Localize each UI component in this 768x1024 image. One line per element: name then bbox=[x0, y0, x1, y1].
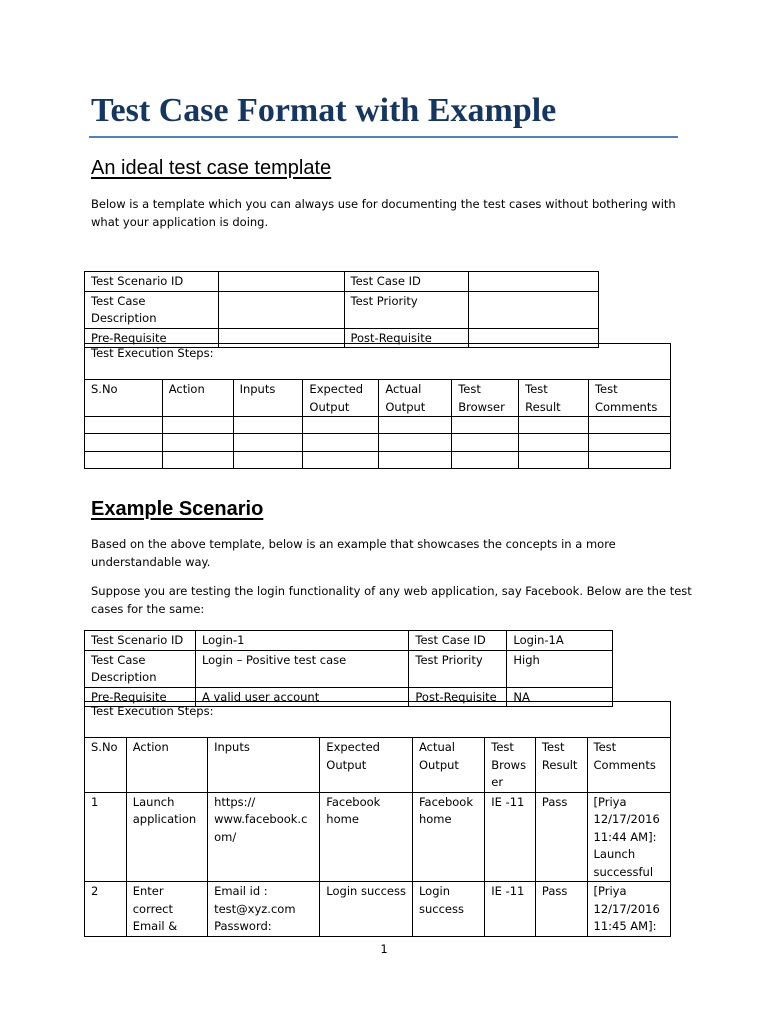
column-header: Inputs bbox=[233, 380, 303, 417]
description-label: Test Case Description bbox=[85, 650, 196, 687]
empty-cell bbox=[233, 452, 303, 469]
example-intro-paragraph bbox=[91, 535, 681, 571]
cell-result: Pass bbox=[535, 792, 587, 882]
empty-cell bbox=[379, 434, 452, 452]
empty-cell bbox=[233, 434, 303, 452]
empty-cell bbox=[519, 434, 589, 452]
scenario-id-label: Test Scenario ID bbox=[85, 631, 196, 651]
priority-label: Test Priority bbox=[344, 291, 469, 328]
cell-expected: Facebook home bbox=[320, 792, 413, 882]
column-header: Actual Output bbox=[412, 738, 484, 793]
column-header: Test Result bbox=[535, 738, 587, 793]
empty-cell bbox=[519, 452, 589, 469]
template-intro-paragraph bbox=[91, 195, 681, 231]
cell-result: Pass bbox=[535, 882, 587, 937]
example-steps-table bbox=[84, 701, 671, 937]
empty-cell bbox=[588, 434, 670, 452]
column-header: Inputs bbox=[208, 738, 320, 793]
template-steps-table bbox=[84, 343, 671, 469]
empty-cell bbox=[162, 452, 233, 469]
cell-actual: Facebook home bbox=[412, 792, 484, 882]
priority-value: High bbox=[507, 650, 613, 687]
cell-comments: [Priya 12/17/2016 11:45 AM]: bbox=[587, 882, 671, 937]
steps-header-row bbox=[85, 738, 671, 793]
postreq-label: Post-Requisite bbox=[344, 328, 469, 348]
cell-sno: 1 bbox=[85, 792, 127, 882]
cell-actual: Login success bbox=[412, 882, 484, 937]
empty-cell bbox=[588, 417, 670, 434]
column-header: Actual Output bbox=[379, 380, 452, 417]
cell-expected: Login success bbox=[320, 882, 413, 937]
paragraph-line: cases for the same: bbox=[91, 602, 205, 616]
title-underline bbox=[89, 136, 678, 138]
empty-cell bbox=[85, 452, 163, 469]
empty-cell bbox=[303, 417, 379, 434]
cell-inputs: https:// www.facebook.c om/ bbox=[208, 792, 320, 882]
cell-browser: IE -11 bbox=[485, 882, 536, 937]
column-header: Action bbox=[126, 738, 207, 793]
column-header: Test Browser bbox=[452, 380, 519, 417]
empty-cell bbox=[452, 434, 519, 452]
column-header: Test Result bbox=[519, 380, 589, 417]
column-header: S.No bbox=[85, 738, 127, 793]
empty-cell bbox=[519, 417, 589, 434]
table-row bbox=[85, 792, 671, 882]
case-id-value: Login-1A bbox=[507, 631, 613, 651]
prereq-label: Pre-Requisite bbox=[85, 328, 219, 348]
scenario-id-value bbox=[218, 272, 344, 292]
empty-cell bbox=[85, 417, 163, 434]
postreq-value: NA bbox=[507, 687, 613, 707]
column-header: Action bbox=[162, 380, 233, 417]
empty-row bbox=[85, 417, 671, 434]
column-header: Test Brows er bbox=[485, 738, 536, 793]
paragraph-line: Suppose you are testing the login functionality of any web application, say Facebook. Below are the test bbox=[91, 584, 692, 598]
empty-cell bbox=[162, 434, 233, 452]
priority-label: Test Priority bbox=[409, 650, 507, 687]
case-id-value bbox=[469, 272, 599, 292]
column-header: Expected Output bbox=[320, 738, 413, 793]
table-row bbox=[85, 882, 671, 937]
empty-cell bbox=[452, 452, 519, 469]
column-header: Test Comments bbox=[587, 738, 671, 793]
empty-cell bbox=[588, 452, 670, 469]
example-scenario-paragraph bbox=[91, 582, 692, 618]
case-id-label: Test Case ID bbox=[409, 631, 507, 651]
postreq-label: Post-Requisite bbox=[409, 687, 507, 707]
cell-comments: [Priya 12/17/2016 11:44 AM]: Launch successful bbox=[587, 792, 671, 882]
cell-sno: 2 bbox=[85, 882, 127, 937]
empty-cell bbox=[379, 452, 452, 469]
example-header-table bbox=[84, 630, 613, 707]
template-header-table bbox=[84, 271, 599, 348]
prereq-label: Pre-Requisite bbox=[85, 687, 196, 707]
paragraph-line: Based on the above template, below is an example that showcases the concepts in a more bbox=[91, 537, 616, 551]
section-heading-example: Example Scenario bbox=[91, 498, 264, 520]
priority-value bbox=[469, 291, 599, 328]
cell-action: Launch application bbox=[126, 792, 207, 882]
document-title: Test Case Format with Example bbox=[91, 92, 557, 129]
paragraph-line: Below is a template which you can always use for documenting the test cases without bothering with bbox=[91, 197, 676, 211]
cell-browser: IE -11 bbox=[485, 792, 536, 882]
cell-action: Enter correct Email & bbox=[126, 882, 207, 937]
scenario-id-label: Test Scenario ID bbox=[85, 272, 219, 292]
description-label: Test Case Description bbox=[85, 291, 219, 328]
empty-cell bbox=[379, 417, 452, 434]
section-heading-template: An ideal test case template bbox=[91, 157, 332, 179]
empty-cell bbox=[303, 452, 379, 469]
empty-cell bbox=[233, 417, 303, 434]
empty-row bbox=[85, 452, 671, 469]
cell-inputs: Email id : test@xyz.com Password: bbox=[208, 882, 320, 937]
empty-cell bbox=[303, 434, 379, 452]
page-number: 1 bbox=[380, 942, 388, 956]
paragraph-line: understandable way. bbox=[91, 555, 211, 569]
description-value bbox=[218, 291, 344, 328]
empty-cell bbox=[85, 434, 163, 452]
empty-row bbox=[85, 434, 671, 452]
column-header: Expected Output bbox=[303, 380, 379, 417]
scenario-id-value: Login-1 bbox=[195, 631, 408, 651]
empty-cell bbox=[162, 417, 233, 434]
empty-cell bbox=[452, 417, 519, 434]
column-header: Test Comments bbox=[588, 380, 670, 417]
prereq-value: A valid user account bbox=[195, 687, 408, 707]
description-value: Login – Positive test case bbox=[195, 650, 408, 687]
paragraph-line: what your application is doing. bbox=[91, 215, 269, 229]
steps-label: Test Execution Steps: bbox=[85, 344, 671, 380]
column-header: S.No bbox=[85, 380, 163, 417]
steps-label: Test Execution Steps: bbox=[85, 702, 671, 738]
case-id-label: Test Case ID bbox=[344, 272, 469, 292]
steps-header-row bbox=[85, 380, 671, 417]
